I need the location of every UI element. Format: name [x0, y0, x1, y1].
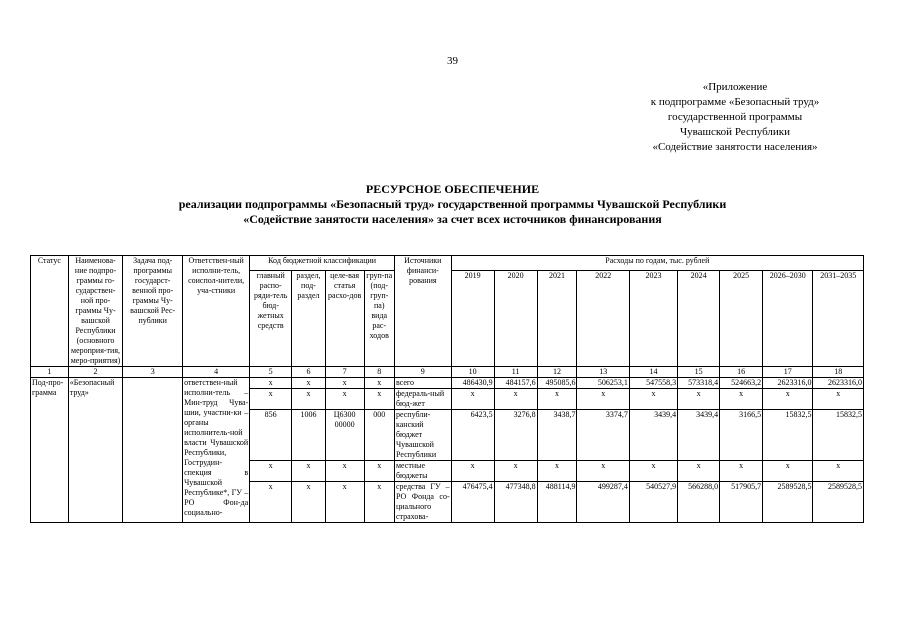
value-cell: 2623316,0	[763, 378, 813, 389]
value-cell: 547558,3	[629, 378, 677, 389]
appendix-line: к подпрограмме «Безопасный труд»	[650, 96, 820, 108]
group-cell: x	[364, 461, 394, 482]
value-cell: x	[678, 461, 720, 482]
value-cell: x	[451, 461, 494, 482]
column-number: 14	[629, 367, 677, 378]
column-number: 7	[325, 367, 364, 378]
column-number: 13	[577, 367, 629, 378]
value-cell: 524663,2	[720, 378, 763, 389]
source-cell: федераль-ный бюд-жет	[394, 389, 451, 410]
column-number: 2	[68, 367, 123, 378]
value-cell: x	[813, 461, 864, 482]
value-cell: 3439,4	[629, 410, 677, 461]
value-cell: 477348,8	[494, 482, 537, 523]
column-number: 9	[394, 367, 451, 378]
value-cell: x	[813, 389, 864, 410]
value-cell: x	[678, 389, 720, 410]
status-cell: Под-про-грамма	[31, 378, 69, 523]
source-cell: республи-канский бюджет Чувашской Республики	[394, 410, 451, 461]
document-title	[0, 182, 905, 227]
column-number: 5	[250, 367, 292, 378]
section-cell: x	[292, 461, 326, 482]
value-cell: 3166,5	[720, 410, 763, 461]
value-cell: x	[763, 461, 813, 482]
value-cell: x	[537, 461, 577, 482]
header-year: 2024	[678, 270, 720, 366]
task-cell	[123, 378, 183, 523]
section-cell: x	[292, 378, 326, 389]
value-cell: 3438,7	[537, 410, 577, 461]
header-target: целе-вая статья расхо-дов	[325, 270, 364, 366]
value-cell: 499287,4	[577, 482, 629, 523]
value-cell: 3439,4	[678, 410, 720, 461]
name-cell: «Безопасный труд»	[68, 378, 123, 523]
column-number: 11	[494, 367, 537, 378]
title-line: РЕСУРСНОЕ ОБЕСПЕЧЕНИЕ	[365, 182, 540, 196]
column-number: 12	[537, 367, 577, 378]
header-year: 2022	[577, 270, 629, 366]
appendix-line: «Приложение	[702, 81, 768, 93]
value-cell: x	[451, 389, 494, 410]
value-cell: x	[494, 389, 537, 410]
appendix-line: государственной программы	[667, 111, 803, 123]
group-cell: x	[364, 378, 394, 389]
value-cell: 488114,9	[537, 482, 577, 523]
value-cell: x	[494, 461, 537, 482]
target-cell: x	[325, 461, 364, 482]
target-cell: x	[325, 378, 364, 389]
title-line: реализации подпрограммы «Безопасный труд» государственной программы Чувашской Республики	[178, 197, 727, 211]
header-year: 2025	[720, 270, 763, 366]
value-cell: 495085,6	[537, 378, 577, 389]
value-cell: 6423,5	[451, 410, 494, 461]
column-number: 3	[123, 367, 183, 378]
target-cell: Ц6300 00000	[325, 410, 364, 461]
group-cell: x	[364, 482, 394, 523]
value-cell: 15832,5	[813, 410, 864, 461]
column-number: 16	[720, 367, 763, 378]
source-cell: всего	[394, 378, 451, 389]
value-cell: x	[537, 389, 577, 410]
column-number: 10	[451, 367, 494, 378]
value-cell: 2589528,5	[813, 482, 864, 523]
header-year: 2026–2030	[763, 270, 813, 366]
appendix-line: Чувашской Республики	[679, 126, 791, 138]
column-number: 1	[31, 367, 69, 378]
column-number: 6	[292, 367, 326, 378]
header-name: Наименова-ние подпро-граммы го-сударствен-ной про-граммы Чу-вашской Республики (основного мероприя-тия, меро-приятия)	[68, 256, 123, 367]
header-responsible: Ответствен-ный исполни-тель, соиспол-нители, уча-стники	[183, 256, 250, 367]
header-section: раздел, под-раздел	[292, 270, 326, 366]
section-cell: x	[292, 482, 326, 523]
header-year: 2020	[494, 270, 537, 366]
value-cell: 2623316,0	[813, 378, 864, 389]
header-year: 2021	[537, 270, 577, 366]
header-year: 2019	[451, 270, 494, 366]
column-number: 15	[678, 367, 720, 378]
appendix-note	[560, 80, 905, 155]
value-cell: 540527,9	[629, 482, 677, 523]
column-number-row	[31, 367, 864, 378]
value-cell: 2589528,5	[763, 482, 813, 523]
value-cell: 484157,6	[494, 378, 537, 389]
grbs-cell: x	[250, 378, 292, 389]
value-cell: x	[629, 389, 677, 410]
source-cell: местные бюджеты	[394, 461, 451, 482]
value-cell: 3374,7	[577, 410, 629, 461]
header-year: 2023	[629, 270, 677, 366]
column-number: 4	[183, 367, 250, 378]
appendix-line: «Содействие занятости населения»	[652, 141, 818, 153]
section-cell: x	[292, 389, 326, 410]
grbs-cell: x	[250, 389, 292, 410]
group-cell: x	[364, 389, 394, 410]
resource-table	[30, 255, 864, 523]
target-cell: x	[325, 482, 364, 523]
section-cell: 1006	[292, 410, 326, 461]
header-group: груп-па (под-груп-па) вида рас-ходов	[364, 270, 394, 366]
header-grbs: главный распо-ряди-тель бюд-жетных средств	[250, 270, 292, 366]
value-cell: x	[720, 389, 763, 410]
header-sources: Источники финанси-рования	[394, 256, 451, 367]
grbs-cell: x	[250, 482, 292, 523]
value-cell: 506253,1	[577, 378, 629, 389]
header-status: Статус	[31, 256, 69, 367]
value-cell: x	[577, 389, 629, 410]
value-cell: 15832,5	[763, 410, 813, 461]
value-cell: 573318,4	[678, 378, 720, 389]
group-cell: 000	[364, 410, 394, 461]
value-cell: 486430,9	[451, 378, 494, 389]
value-cell: x	[629, 461, 677, 482]
grbs-cell: 856	[250, 410, 292, 461]
column-number: 8	[364, 367, 394, 378]
title-line: «Содействие занятости населения» за счет всех источников финансирования	[243, 212, 662, 226]
header-task: Задача под-программы государст-венной про-граммы Чу-вашской Рес-публики	[123, 256, 183, 367]
responsible-cell: ответствен-ный исполни-тель – Мин-труд Чува-шии, участни-ки – органы исполнитель-ной власти Чувашской Республики, Гострудин-спекция в Чувашской Республике*, ГУ – РО Фон-да социально-	[183, 378, 250, 523]
header-expenses: Расходы по годам, тыс. рублей	[451, 256, 863, 271]
page-number: 39	[447, 55, 458, 67]
table-row	[31, 378, 864, 389]
target-cell: x	[325, 389, 364, 410]
value-cell: 566288,0	[678, 482, 720, 523]
value-cell: 517905,7	[720, 482, 763, 523]
value-cell: x	[720, 461, 763, 482]
value-cell: 476475,4	[451, 482, 494, 523]
column-number: 17	[763, 367, 813, 378]
header-budget-code: Код бюджетной классификации	[250, 256, 395, 271]
value-cell: x	[577, 461, 629, 482]
value-cell: 3276,8	[494, 410, 537, 461]
value-cell: x	[763, 389, 813, 410]
header-year: 2031–2035	[813, 270, 864, 366]
column-number: 18	[813, 367, 864, 378]
header-row	[31, 256, 864, 271]
source-cell: средства ГУ – РО Фонда со-циального страхова-	[395, 482, 450, 521]
grbs-cell: x	[250, 461, 292, 482]
